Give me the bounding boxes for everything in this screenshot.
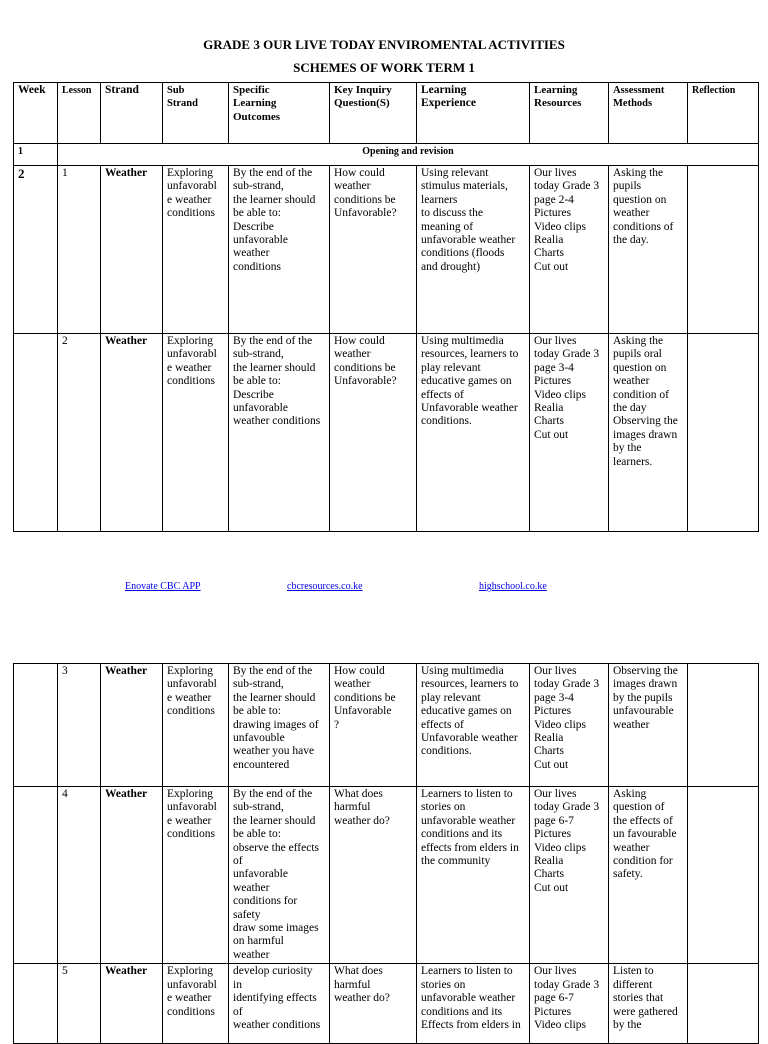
header-reflection: Reflection	[688, 83, 759, 144]
row-week	[14, 787, 58, 964]
row-reflection	[688, 964, 759, 1044]
row-sub-strand: Exploring unfavorabl e weather conditions	[163, 664, 229, 787]
row-resources: Our lives today Grade 3 page 6-7 Pictures Video clips Realia Charts Cut out	[530, 787, 609, 964]
table-row	[14, 334, 759, 532]
scheme-table-page2	[13, 663, 759, 1044]
row-key-inquiry: What does harmful weather do?	[330, 964, 417, 1044]
row-sub-strand: Exploring unfavorabl e weather conditions	[163, 787, 229, 964]
row-outcomes: By the end of the sub-strand, the learner should be able to: Describe unfavorable weather conditions	[229, 334, 330, 532]
header-outcomes: Specific Learning Outcomes	[229, 83, 330, 144]
scheme-table-page1	[13, 82, 759, 532]
table-row	[14, 166, 759, 334]
row-outcomes: By the end of the sub-strand, the learner should be able to: drawing images of unfavouble weather you have encountered	[229, 664, 330, 787]
row-assessment: Asking the pupils oral question on weather condition of the day Observing the images drawn by the learners.	[609, 334, 688, 532]
opening-text: Opening and revision	[58, 144, 759, 166]
document-subtitle: SCHEMES OF WORK TERM 1	[293, 60, 475, 75]
row-strand: Weather	[101, 964, 163, 1044]
row-assessment: Asking the pupils question on weather conditions of the day.	[609, 166, 688, 334]
row-lesson: 2	[58, 334, 101, 532]
row-reflection	[688, 787, 759, 964]
row-week	[14, 664, 58, 787]
row-strand: Weather	[101, 334, 163, 532]
document-title: GRADE 3 OUR LIVE TODAY ENVIROMENTAL ACTIVITIES	[203, 37, 565, 52]
header-lesson: Lesson	[58, 83, 101, 144]
opening-row	[14, 144, 759, 166]
row-assessment: Asking question of the effects of un favourable weather condition for safety.	[609, 787, 688, 964]
row-strand: Weather	[101, 166, 163, 334]
table-row	[14, 787, 759, 964]
row-key-inquiry: What does harmful weather do?	[330, 787, 417, 964]
footer-link-highschool[interactable]: highschool.co.ke	[479, 581, 547, 592]
row-outcomes: By the end of the sub-strand, the learner should be able to: Describe unfavorable weather conditions	[229, 166, 330, 334]
row-assessment: Listen to different stories that were gathered by the	[609, 964, 688, 1044]
row-outcomes: develop curiosity in identifying effects of weather conditions	[229, 964, 330, 1044]
row-sub-strand: Exploring unfavorabl e weather conditions	[163, 166, 229, 334]
row-assessment: Observing the images drawn by the pupils unfavourable weather	[609, 664, 688, 787]
header-strand: Strand	[101, 83, 163, 144]
row-lesson: 3	[58, 664, 101, 787]
row-week	[14, 334, 58, 532]
row-lesson: 4	[58, 787, 101, 964]
row-experience: Using multimedia resources, learners to play relevant educative games on effects of Unfavorable weather conditions.	[417, 664, 530, 787]
row-reflection	[688, 166, 759, 334]
header-assessment: Assessment Methods	[609, 83, 688, 144]
row-week: 2	[14, 166, 58, 334]
row-reflection	[688, 334, 759, 532]
row-resources: Our lives today Grade 3 page 3-4 Pictures Video clips Realia Charts Cut out	[530, 334, 609, 532]
row-resources: Our lives today Grade 3 page 6-7 Pictures Video clips	[530, 964, 609, 1044]
row-key-inquiry: How could weather conditions be Unfavorable ?	[330, 664, 417, 787]
header-key-inquiry: Key Inquiry Question(S)	[330, 83, 417, 144]
header-sub-strand: Sub Strand	[163, 83, 229, 144]
row-reflection	[688, 664, 759, 787]
opening-week: 1	[14, 144, 58, 166]
header-experience: Learning Experience	[417, 83, 530, 144]
row-experience: Learners to listen to stories on unfavorable weather conditions and its effects from elders in the community	[417, 787, 530, 964]
footer-link-enovate[interactable]: Enovate CBC APP	[125, 581, 201, 592]
row-lesson: 1	[58, 166, 101, 334]
row-outcomes: By the end of the sub-strand, the learner should be able to: observe the effects of unfavorable weather conditions for safety draw some images on harmful weather	[229, 787, 330, 964]
row-strand: Weather	[101, 787, 163, 964]
row-key-inquiry: How could weather conditions be Unfavorable?	[330, 166, 417, 334]
header-week: Week	[14, 83, 58, 144]
row-experience: Learners to listen to stories on unfavorable weather conditions and its Effects from elders in	[417, 964, 530, 1044]
row-experience: Using multimedia resources, learners to play relevant educative games on effects of Unfavorable weather conditions.	[417, 334, 530, 532]
footer-link-cbcresources[interactable]: cbcresources.co.ke	[287, 581, 363, 592]
row-resources: Our lives today Grade 3 page 3-4 Pictures Video clips Realia Charts Cut out	[530, 664, 609, 787]
table-row	[14, 964, 759, 1044]
row-sub-strand: Exploring unfavorabl e weather conditions	[163, 964, 229, 1044]
row-experience: Using relevant stimulus materials, learners to discuss the meaning of unfavorable weather conditions (floods and drought)	[417, 166, 530, 334]
header-resources: Learning Resources	[530, 83, 609, 144]
row-key-inquiry: How could weather conditions be Unfavorable?	[330, 334, 417, 532]
row-strand: Weather	[101, 664, 163, 787]
row-lesson: 5	[58, 964, 101, 1044]
row-resources: Our lives today Grade 3 page 2-4 Pictures Video clips Realia Charts Cut out	[530, 166, 609, 334]
row-sub-strand: Exploring unfavorabl e weather conditions	[163, 334, 229, 532]
table-header-row	[14, 83, 759, 144]
row-week	[14, 964, 58, 1044]
table-row	[14, 664, 759, 787]
